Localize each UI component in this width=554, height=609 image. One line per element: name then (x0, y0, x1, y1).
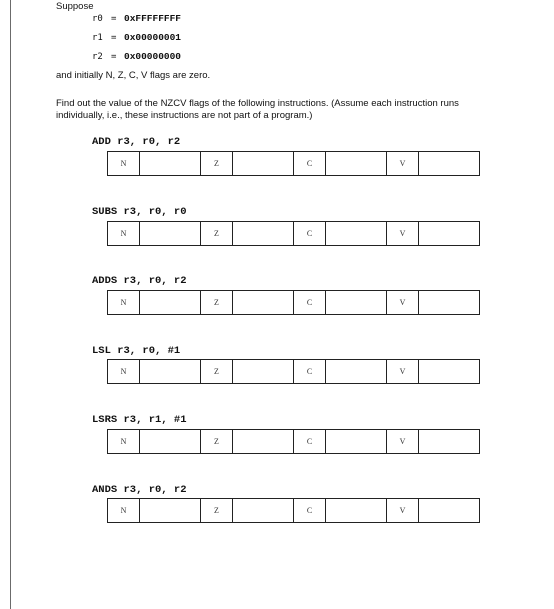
question-line-1: Find out the value of the NZCV flags of the following instructions. (Assume each instruction runs (56, 98, 459, 109)
flag-v-label: V (387, 291, 419, 315)
flag-v-label: V (387, 152, 419, 176)
flag-n-answer[interactable] (140, 222, 201, 246)
register-name: r1 (92, 33, 103, 43)
register-name: r2 (92, 52, 103, 62)
flag-v-answer[interactable] (419, 152, 480, 176)
flag-n-answer[interactable] (140, 360, 201, 384)
page-border (10, 0, 11, 609)
flag-n-label: N (108, 430, 140, 454)
flag-n-label: N (108, 360, 140, 384)
flag-n-label: N (108, 499, 140, 523)
flag-z-answer[interactable] (233, 222, 294, 246)
instruction-label: ANDS r3, r0, r2 (92, 484, 187, 496)
flag-z-label: Z (201, 222, 233, 246)
flag-v-answer[interactable] (419, 222, 480, 246)
flag-z-answer[interactable] (233, 152, 294, 176)
flag-c-label: C (294, 222, 326, 246)
flags-table (107, 290, 480, 315)
flags-table (107, 359, 480, 384)
flag-c-label: C (294, 291, 326, 315)
flag-z-label: Z (201, 499, 233, 523)
flag-c-answer[interactable] (326, 222, 387, 246)
flag-v-answer[interactable] (419, 430, 480, 454)
flag-v-label: V (387, 430, 419, 454)
flag-v-label: V (387, 360, 419, 384)
register-value: 0x00000000 (124, 51, 182, 62)
flag-z-answer[interactable] (233, 499, 294, 523)
flags-table (107, 429, 480, 454)
flag-z-answer[interactable] (233, 360, 294, 384)
flag-z-answer[interactable] (233, 430, 294, 454)
flag-c-label: C (294, 360, 326, 384)
flag-n-answer[interactable] (140, 291, 201, 315)
flag-v-label: V (387, 222, 419, 246)
flag-c-label: C (294, 430, 326, 454)
equals-sign: = (111, 52, 117, 62)
flag-n-label: N (108, 291, 140, 315)
flag-n-label: N (108, 222, 140, 246)
register-value: 0x00000001 (124, 32, 182, 43)
flag-n-label: N (108, 152, 140, 176)
flag-c-answer[interactable] (326, 430, 387, 454)
flag-n-answer[interactable] (140, 430, 201, 454)
instruction-label: ADDS r3, r0, r2 (92, 275, 187, 287)
flags-note: and initially N, Z, C, V flags are zero. (56, 70, 211, 81)
flag-v-answer[interactable] (419, 291, 480, 315)
flag-v-answer[interactable] (419, 360, 480, 384)
flags-table (107, 151, 480, 176)
instruction-label: LSL r3, r0, #1 (92, 345, 181, 357)
flag-z-answer[interactable] (233, 291, 294, 315)
flag-v-label: V (387, 499, 419, 523)
flag-c-label: C (294, 499, 326, 523)
flag-v-answer[interactable] (419, 499, 480, 523)
flag-z-label: Z (201, 360, 233, 384)
flags-table (107, 498, 480, 523)
instruction-label: ADD r3, r0, r2 (92, 136, 181, 148)
instruction-label: SUBS r3, r0, r0 (92, 206, 187, 218)
register-name: r0 (92, 14, 103, 24)
equals-sign: = (111, 14, 117, 24)
flag-z-label: Z (201, 291, 233, 315)
flag-c-answer[interactable] (326, 152, 387, 176)
instruction-label: LSRS r3, r1, #1 (92, 414, 187, 426)
flag-z-label: Z (201, 430, 233, 454)
flag-n-answer[interactable] (140, 152, 201, 176)
flag-c-answer[interactable] (326, 291, 387, 315)
suppose-text: Suppose (56, 1, 94, 12)
flag-n-answer[interactable] (140, 499, 201, 523)
question-line-2: individually, i.e., these instructions are not part of a program.) (56, 110, 313, 121)
flag-c-answer[interactable] (326, 499, 387, 523)
flag-c-label: C (294, 152, 326, 176)
register-value: 0xFFFFFFFF (124, 13, 182, 24)
flag-c-answer[interactable] (326, 360, 387, 384)
flags-table (107, 221, 480, 246)
flag-z-label: Z (201, 152, 233, 176)
equals-sign: = (111, 33, 117, 43)
